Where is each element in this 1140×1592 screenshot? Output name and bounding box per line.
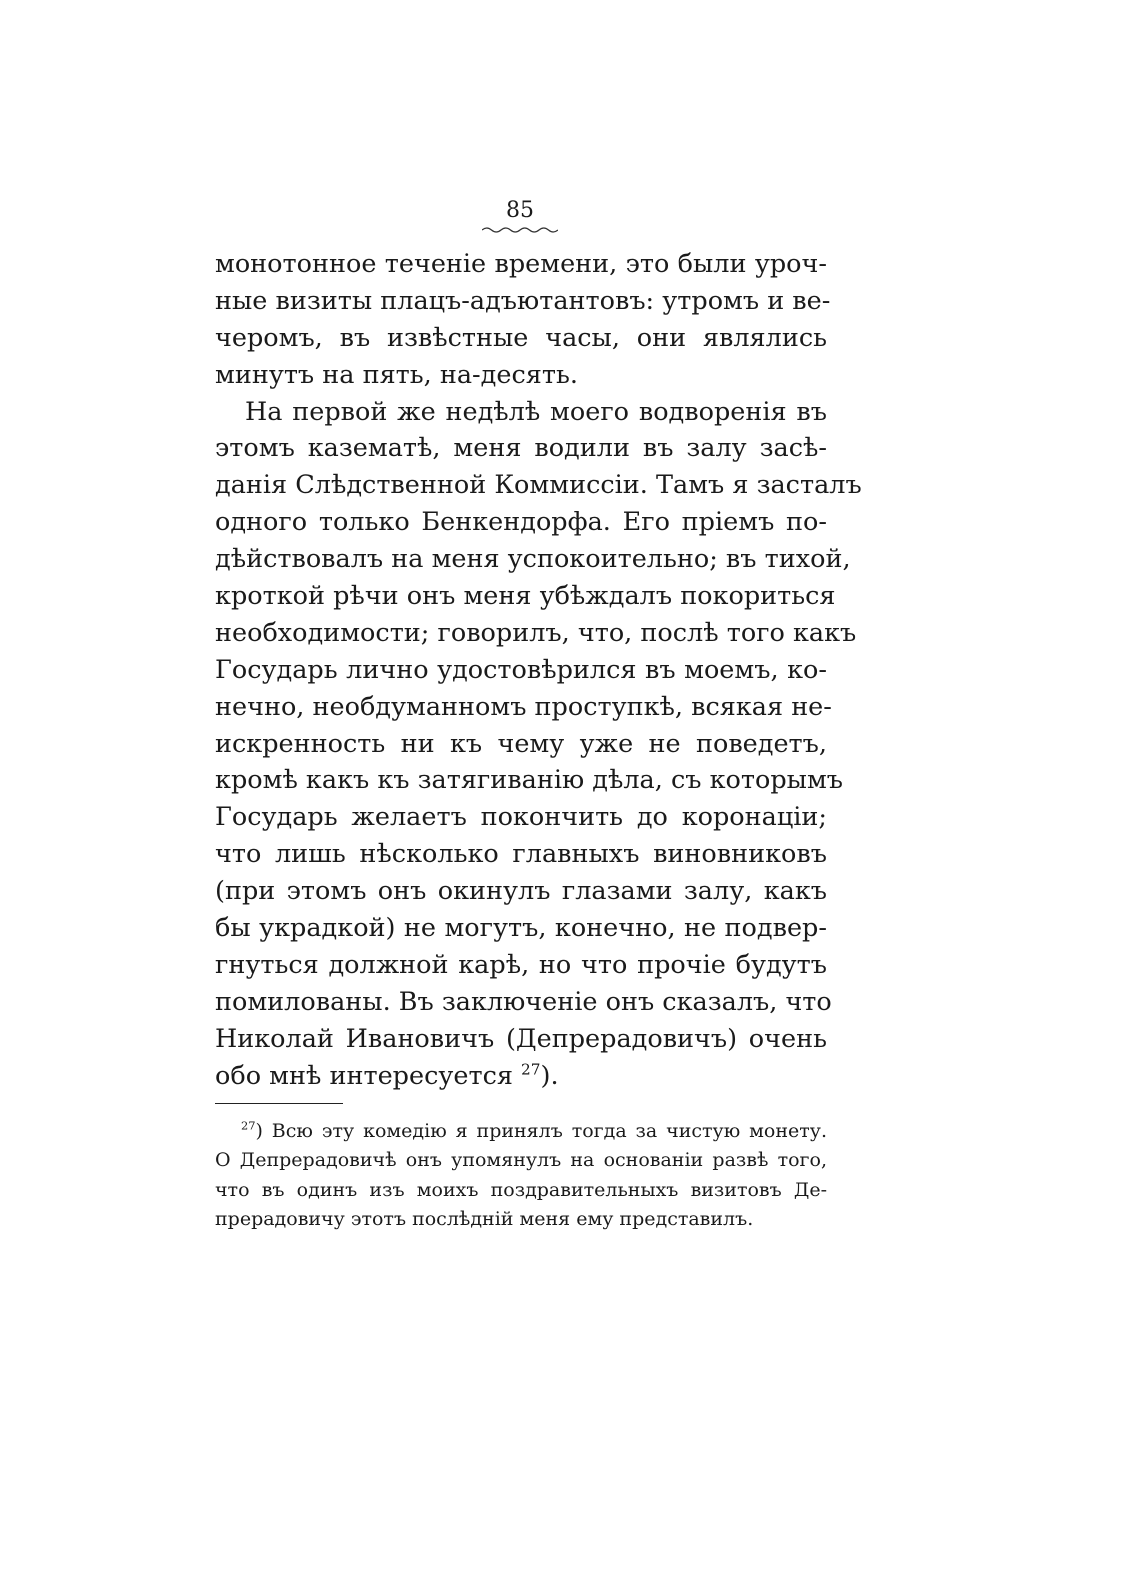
- page-number: 85: [506, 198, 534, 223]
- text-line: обо мнѣ интересуется: [215, 1060, 513, 1091]
- text-line: дѣйствовалъ на меня успокоительно; въ тихой,: [215, 544, 851, 575]
- footnote-line: прерадовичу этотъ послѣдній меня ему представилъ.: [215, 1208, 754, 1231]
- text-line: помилованы. Въ заключеніе онъ сказалъ, что: [215, 986, 832, 1017]
- text-line: нечно, необдуманномъ проступкѣ, всякая не-: [215, 691, 832, 722]
- footnote-text: ) Всю эту комедію я принялъ тогда за чистую монету.: [255, 1120, 827, 1142]
- text-line: кромѣ какъ къ затягиванію дѣла, съ которымъ: [215, 765, 844, 796]
- text-line: черомъ, въ извѣстные часы, они являлись: [215, 322, 827, 353]
- text-line: что лишь нѣсколько главныхъ виновниковъ: [215, 839, 827, 870]
- text-line: кроткой рѣчи онъ меня убѣждалъ покориться: [215, 581, 836, 612]
- text-line: данія Слѣдственной Коммиссіи. Тамъ я засталъ: [215, 470, 862, 501]
- text-line: гнуться должной карѣ, но что прочіе будутъ: [215, 949, 827, 980]
- footnote-separator: [215, 1103, 343, 1104]
- text-line: Государь лично удостовѣрился въ моемъ, ко-: [215, 654, 827, 685]
- text-line: минутъ на пять, на-десять.: [215, 359, 578, 390]
- footnote-reference: 27: [521, 1060, 541, 1079]
- wavy-ornament: [482, 226, 558, 234]
- text-line: одного только Бенкендорфа. Его пріемъ по-: [215, 507, 827, 538]
- body-text: [215, 246, 862, 1094]
- footnote: [215, 1117, 827, 1235]
- line-tail: ).: [540, 1060, 559, 1091]
- footnote-marker: 27: [241, 1118, 256, 1133]
- text-line: искренность ни къ чему уже не поведетъ,: [215, 728, 827, 759]
- text-line: необходимости; говорилъ, что, послѣ того какъ: [215, 617, 857, 648]
- text-line: бы украдкой) не могутъ, конечно, не подвер-: [215, 913, 827, 944]
- paragraph-last-line: [215, 1058, 827, 1095]
- text-line: (при этомъ онъ окинулъ глазами залу, какъ: [215, 876, 827, 907]
- text-line: ные визиты плацъ-адъютантовъ: утромъ и ве-: [215, 285, 831, 316]
- text-line: этомъ казематѣ, меня водили въ залу засѣ-: [215, 433, 827, 464]
- paragraph-first-line: На первой же недѣлѣ моего водворенія въ: [245, 396, 827, 427]
- footnote-line: О Депрерадовичѣ онъ упомянулъ на основаніи развѣ того,: [215, 1149, 827, 1172]
- footnote-line: [215, 1117, 827, 1146]
- footnote-line: что въ одинъ изъ моихъ поздравительныхъ визитовъ Де-: [215, 1178, 827, 1201]
- text-line: монотонное теченіе времени, это были уроч-: [215, 249, 827, 279]
- text-line: Николай Ивановичъ (Депрерадовичъ) очень: [215, 1023, 827, 1054]
- text-line: Государь желаетъ покончить до коронаціи;: [215, 802, 827, 833]
